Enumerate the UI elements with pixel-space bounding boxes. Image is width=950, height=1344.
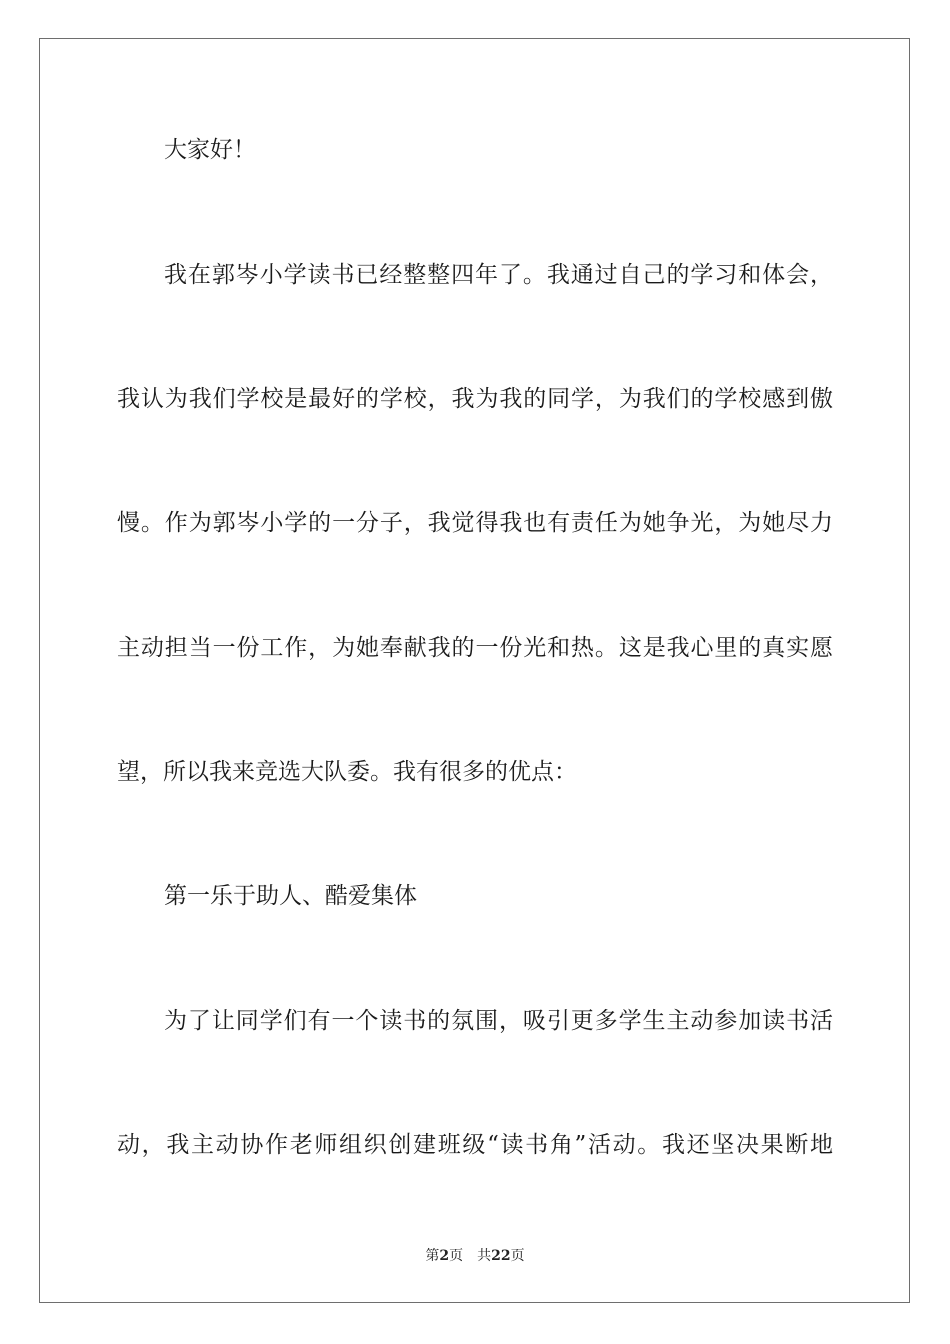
paragraph-1-line-2: 我认为我们学校是最好的学校，我为我的同学，为我们的学校感到傲 (117, 386, 833, 412)
paragraph-2-line-1: 为了让同学们有一个读书的氛围，吸引更多学生主动参加读书活 (164, 1008, 833, 1034)
paragraph-2-line-2: 动，我主动协作老师组织创建班级“读书角”活动。我还坚决果断地 (117, 1132, 833, 1158)
greeting-line: 大家好！ (164, 137, 256, 163)
footer-total-unit: 页 (510, 1248, 525, 1264)
footer-page-total: 22 (491, 1248, 511, 1264)
footer-total-prefix: 共 (477, 1248, 492, 1264)
page-frame (39, 38, 910, 1303)
paragraph-1-line-5: 望，所以我来竞选大队委。我有很多的优点： (117, 759, 577, 785)
paragraph-1-line-3: 慢。作为郭岑小学的一分子，我觉得我也有责任为她争光，为她尽力 (117, 510, 833, 536)
footer-page-prefix: 第 (425, 1248, 440, 1264)
section-heading: 第一乐于助人、酷爱集体 (164, 883, 417, 909)
paragraph-1-line-4: 主动担当一份工作，为她奉献我的一份光和热。这是我心里的真实愿 (117, 635, 833, 661)
footer-page-current: 2 (439, 1248, 450, 1264)
footer-page-unit: 页 (449, 1248, 464, 1264)
paragraph-1-line-1: 我在郭岑小学读书已经整整四年了。我通过自己的学习和体会， (164, 262, 833, 288)
page-footer (0, 1246, 950, 1266)
